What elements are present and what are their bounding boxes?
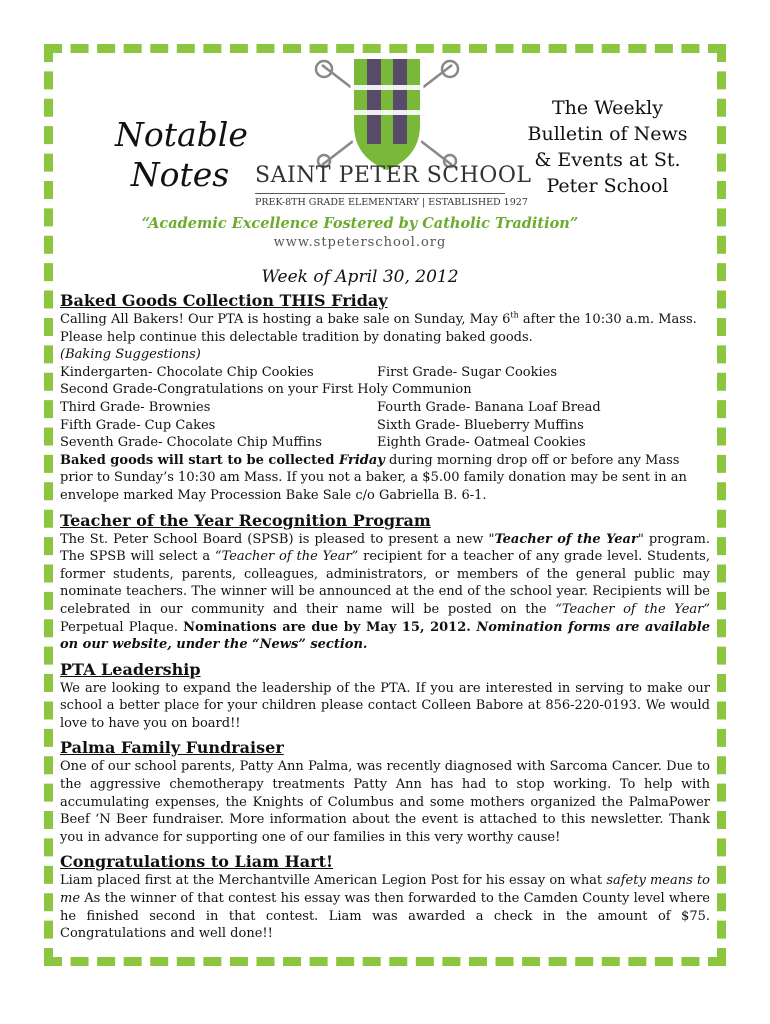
grade-suggestions <box>60 364 710 452</box>
bulletin <box>60 55 710 943</box>
baking-suggestions-label: (Baking Suggestions) <box>60 347 201 363</box>
pta-text: We are looking to expand the leadership of the PTA. If you are interested in serving to make our school a better place for your children please contact Colleen Babore at 856-220-0193. We would love to have you on board!! <box>60 680 710 731</box>
list-item: Seventh Grade- Chocolate Chip Muffins <box>60 435 322 451</box>
liam-heading: Congratulations to Liam Hart! <box>60 852 333 872</box>
teacher-heading: Teacher of the Year Recognition Program <box>60 510 431 530</box>
bake-sale-intro: Calling All Bakers! Our PTA is hosting a bake sale on Sunday, May 6th after the 10:30 a.m. Mass. <box>60 310 697 327</box>
collection-details: Baked goods will start to be collected Friday during morning drop off or before any Mass prior to Sunday’s 10:30 am Mass. If you not a baker, a $5.00 family donation may be sent in an envelope marked May Procession Bake Sale c/o Gabriella B. 6-1. <box>60 452 687 503</box>
list-item: Fourth Grade- Banana Loaf Bread <box>377 399 601 415</box>
school-motto: “Academic Excellence Fostered by Catholic Tradition” <box>141 215 579 232</box>
list-item: Sixth Grade- Blueberry Muffins <box>377 417 584 433</box>
palma-heading: Palma Family Fundraiser <box>60 738 284 758</box>
list-item: Kindergarten- Chocolate Chip Cookies <box>60 364 314 380</box>
bulletin-description: The Weekly Bulletin of News & Events at St. Peter School <box>527 97 688 197</box>
pta-heading: PTA Leadership <box>60 659 201 679</box>
list-item: Eighth Grade- Oatmeal Cookies <box>377 435 586 451</box>
list-item: Second Grade-Congratulations on your First Holy Communion <box>60 382 472 398</box>
masthead <box>60 55 710 255</box>
teacher-text: The St. Peter School Board (SPSB) is pleased to present a new "Teacher of the Year" program. The SPSB will select a “Teacher of the Year” recipient for a teacher of any grade level. Students, former students, parents, colleagues, administrators, or members of the general public may nominate teachers. The winner will be announced at the end of the school year. Recipients will be celebrated in our community and their name will be posted on the “Teacher of the Year” Perpetual Plaque. Nominations are due by May 15, 2012. Nomination forms are available on our website, under the “News” section. <box>60 531 711 653</box>
liam-text: Liam placed first at the Merchantville American Legion Post for his essay on what safety means to me As the winner of that contest his essay was then forwarded to the Camden County level where he finished second in that contest. Liam was awarded a check in the amount of $75. Congratulations and well done!! <box>60 873 710 942</box>
school-subtitle: PREK-8TH GRADE ELEMENTARY | ESTABLISHED 1927 <box>255 193 505 208</box>
list-item: Third Grade- Brownies <box>60 399 211 415</box>
liam-section <box>60 852 710 942</box>
school-crest-logo <box>312 55 462 175</box>
list-item: Fifth Grade- Cup Cakes <box>60 417 216 433</box>
list-item: First Grade- Sugar Cookies <box>377 364 558 380</box>
school-name: SAINT PETER SCHOOL <box>255 163 532 188</box>
bake-sale-heading: Baked Goods Collection THIS Friday <box>60 291 388 310</box>
week-date: Week of April 30, 2012 <box>261 267 459 287</box>
newsletter-title: Notable Notes <box>115 115 248 194</box>
teacher-section <box>60 511 710 654</box>
pta-section <box>60 660 710 733</box>
school-website: www.stpeterschool.org <box>273 235 447 250</box>
bake-sale-section <box>60 291 710 505</box>
bake-sale-intro-2: Please help continue this delectable tradition by donating baked goods. <box>60 329 533 345</box>
palma-text: One of our school parents, Patty Ann Palma, was recently diagnosed with Sarcoma Cancer. Due to the aggressive chemotherapy treatments Patty Ann has had to stop working. To help with accumulating expenses, the Knights of Columbus and some mothers organized the PalmaPower Beef ‘N Beer fundraiser. More information about the event is attached to this newsletter. Thank you in advance for supporting one of our families in this very worthy cause! <box>60 759 710 845</box>
palma-section <box>60 738 710 846</box>
